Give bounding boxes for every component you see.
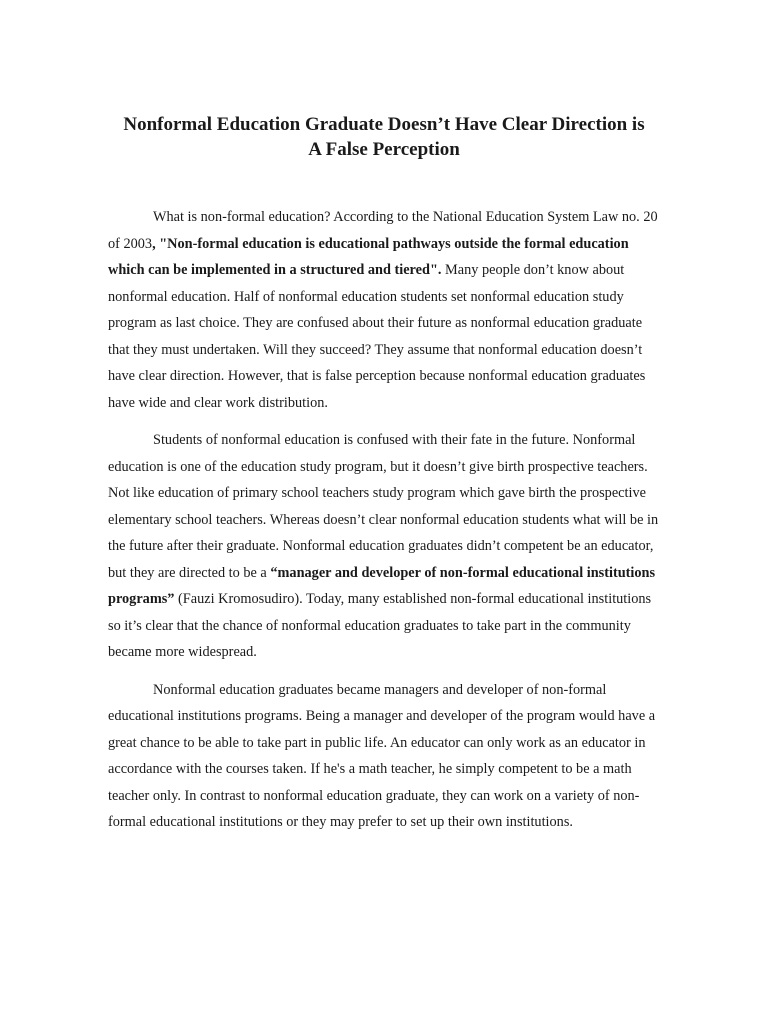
paragraph-2-text-b: (Fauzi Kromosudiro). Today, many established non-formal educational institutions so it’s clear that the chance of nonformal education graduates to take part in the community became more widespread. xyxy=(108,591,652,660)
title-line-2: A False Perception xyxy=(308,139,460,160)
paragraph-2 xyxy=(108,427,660,666)
paragraph-1-bold-quote: , "Non-formal education is educational pathways outside the formal education which can be implemented in a structured and tiered". xyxy=(108,235,629,278)
paragraph-2-bold-quote: “manager and developer of non-formal educational institutions programs” xyxy=(108,564,656,607)
paragraph-1 xyxy=(108,204,660,416)
document-body xyxy=(108,204,660,847)
title-line-1: Nonformal Education Graduate Doesn’t Have Clear Direction is xyxy=(123,114,645,135)
document-title xyxy=(80,112,688,162)
paragraph-3 xyxy=(108,677,660,836)
paragraph-3-text: Nonformal education graduates became managers and developer of non-formal educational institutions programs. Being a manager and developer of the program would have a great chance to be able to take part in public life. An educator can only work as an educator in accordance with the courses taken. If he's a math teacher, he simply competent to be a math teacher only. In contrast to nonformal education graduate, they can work on a variety of non-formal educational institutions or they may prefer to set up their own institutions. xyxy=(108,681,656,830)
paragraph-1-text-a: What is non-formal education? According to the National Education System Law no. 20 of 2003 xyxy=(108,209,658,252)
paragraph-2-text-a: Students of nonformal education is confused with their fate in the future. Nonformal education is one of the education study program, but it doesn’t give birth prospective teachers. Not like education of primary school teachers study program which gave birth the prospective elementary school teachers. Whereas doesn’t clear nonformal education students what will be in the future after their graduate. Nonformal education graduates didn’t competent be an educator, but they are directed to be a xyxy=(108,432,659,581)
paragraph-1-text-b: Many people don’t know about nonformal education. Half of nonformal education students set nonformal education study program as last choice. They are confused about their future as nonformal education graduate that they must undertaken. Will they succeed? They assume that nonformal education doesn’t have clear direction. However, that is false perception because nonformal education graduates have wide and clear work distribution. xyxy=(108,262,646,411)
